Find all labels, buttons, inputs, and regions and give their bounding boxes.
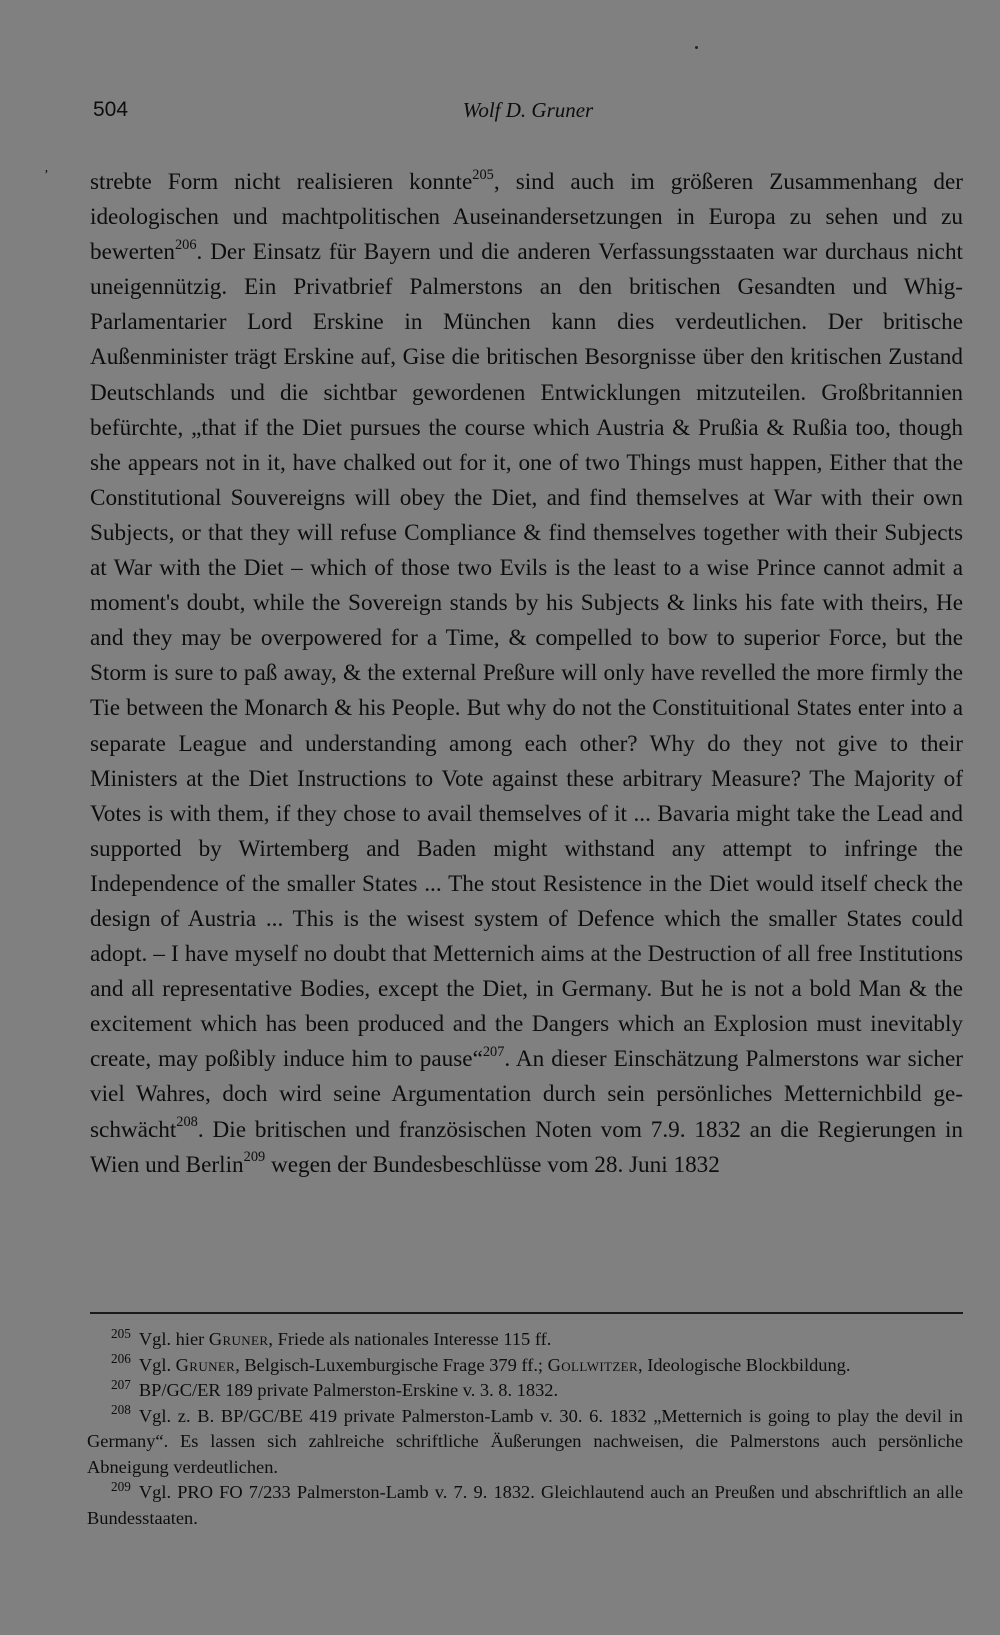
body-text-segment: . Der Einsatz für Bayern und die anderen Verfassungsstaaten war durchaus nicht uneigennützig. Ein Privatbrief Palmerstons an den britischen Gesandten und Whig-Parlamentarier Lord Erskine in München kann dies verdeutlichen. Der britische Außenminister trägt Erskine auf, Gise die britischen Besorgnisse über den kritischen Zustand Deutschlands und die sichtbar gewordenen Entwicklungen mitzuteilen. Großbritannien befürchte, „that if the Diet pursues the course which Austria & Prußia & Rußia too, though she appears not in it, have chalked out for it, one of two Things must happen, Either that the Constitutional Souvereigns will obey the Diet, and find themselves at War with their own Subjects, or that they will refuse Compliance & find themselves together with their Subjects at War with the Diet – which of those two Evils is the least to a wise Prince cannot admit a moment's doubt, while the Sovereign stands by his Subjects & links his fate with theirs, He and they may be overpowered for a Time, & compelled to bow to superior Force, but the Storm is sure to paß away, & the external Preßure will only have revelled the more firmly the Tie between the Monarch & his People. But why do not the Constituitional States enter into a separate League and understanding among each other? Why do they not give to their Ministers at the Diet Instructions to Vote against these arbitrary Measure? The Majority of Votes is with them, if they chose to avail themselves of it ... Bavaria might take the Lead and supported by Wirtemberg and Baden might withstand any attempt to infringe the Independence of the smaller States ... The stout Resistence in the Diet would itself check the design of Austria ... This is the wisest system of Defence which the smaller States could adopt. – I have myself no doubt that Metternich aims at the Destruction of all free Institutions and all representative Bodies, except the Diet, in Germany. But he is not a bold Man & the excitement which has been produced and the Dangers which an Explosion must inevitably create, may poßibly induce him to pause“: [90, 239, 963, 1073]
speck: [695, 46, 698, 49]
footnote-206: [87, 1353, 963, 1379]
body-text-segment: . Die britischen und französischen Noten vom 7.9. 1832 an die Regierungen in Wien und Berlin: [90, 1116, 963, 1178]
footnote-number: 209: [111, 1478, 131, 1494]
footnote-text: Vgl. z. B. BP/GC/BE 419 private Palmerston-Lamb v. 30. 6. 1832 „Metternich is going to play the devil in Germany“. Es lassen sich zahlreiche schriftliche Äußerungen nachweisen, die Palmerstons auch persönliche Abneigung verdeutlichen.: [87, 1405, 963, 1477]
footnote-number: 208: [111, 1402, 131, 1418]
running-head: Wolf D. Gruner: [462, 98, 594, 122]
footnote-number: 207: [111, 1376, 131, 1392]
body-text-segment: wegen der Bundesbeschlüsse vom 28. Juni 1832: [265, 1151, 720, 1178]
footnotes: [87, 1327, 963, 1531]
margin-mark: ʼ: [44, 168, 49, 183]
footnote-ref-206: 206: [174, 237, 197, 254]
footnote-text: , Ideologische Blockbildung.: [638, 1354, 851, 1375]
body-text-segment: . An dieser Einschätzung Palmerstons war sicher viel Wahres, doch wird seine Argumentation durch sein persönliches Metternichbild geschwächt: [90, 1046, 963, 1143]
body-text: [90, 165, 963, 1183]
author-name: Gollwitzer: [547, 1354, 638, 1375]
footnote-ref-207: 207: [482, 1044, 505, 1061]
footnote-separator: [90, 1312, 963, 1314]
footnote-number: 205: [111, 1325, 131, 1341]
footnote-205: [87, 1327, 963, 1353]
footnote-ref-209: 209: [243, 1149, 266, 1166]
footnote-208: [87, 1404, 963, 1481]
footnote-number: 206: [111, 1351, 131, 1367]
body-paragraph: [90, 165, 963, 1183]
footnote-text: Vgl. PRO FO 7/233 Palmerston-Lamb v. 7. 9. 1832. Gleichlautend auch an Preußen und abschriftlich an alle Bundesstaaten.: [87, 1482, 963, 1528]
footnote-text: Vgl. hier: [138, 1329, 209, 1349]
footnote-text: , Belgisch-Luxemburgische Frage 379 ff.;: [235, 1354, 548, 1375]
footnote-text: , Friede als nationales Interesse 115 ff.: [268, 1329, 552, 1349]
author-name: Gruner: [175, 1354, 236, 1375]
footnote-207: [87, 1378, 963, 1404]
body-text-segment: , sind auch im größeren Zusammenhang der ideologischen und machtpolitischen Auseinandersetzungen in Europa zu sehen und zu bewerten: [90, 169, 963, 266]
footnote-209: [87, 1480, 963, 1531]
footnote-ref-205: 205: [472, 166, 494, 183]
footnote-text: Vgl.: [138, 1354, 176, 1375]
footnote-ref-208: 208: [176, 1114, 198, 1131]
footnote-text: BP/GC/ER 189 private Palmerston-Erskine v. 3. 8. 1832.: [138, 1380, 559, 1400]
author-name: Gruner: [208, 1329, 269, 1349]
body-text-segment: strebte Form nicht realisieren konnte: [90, 169, 473, 195]
page-number: 504: [93, 98, 129, 121]
page-header: [93, 98, 963, 128]
